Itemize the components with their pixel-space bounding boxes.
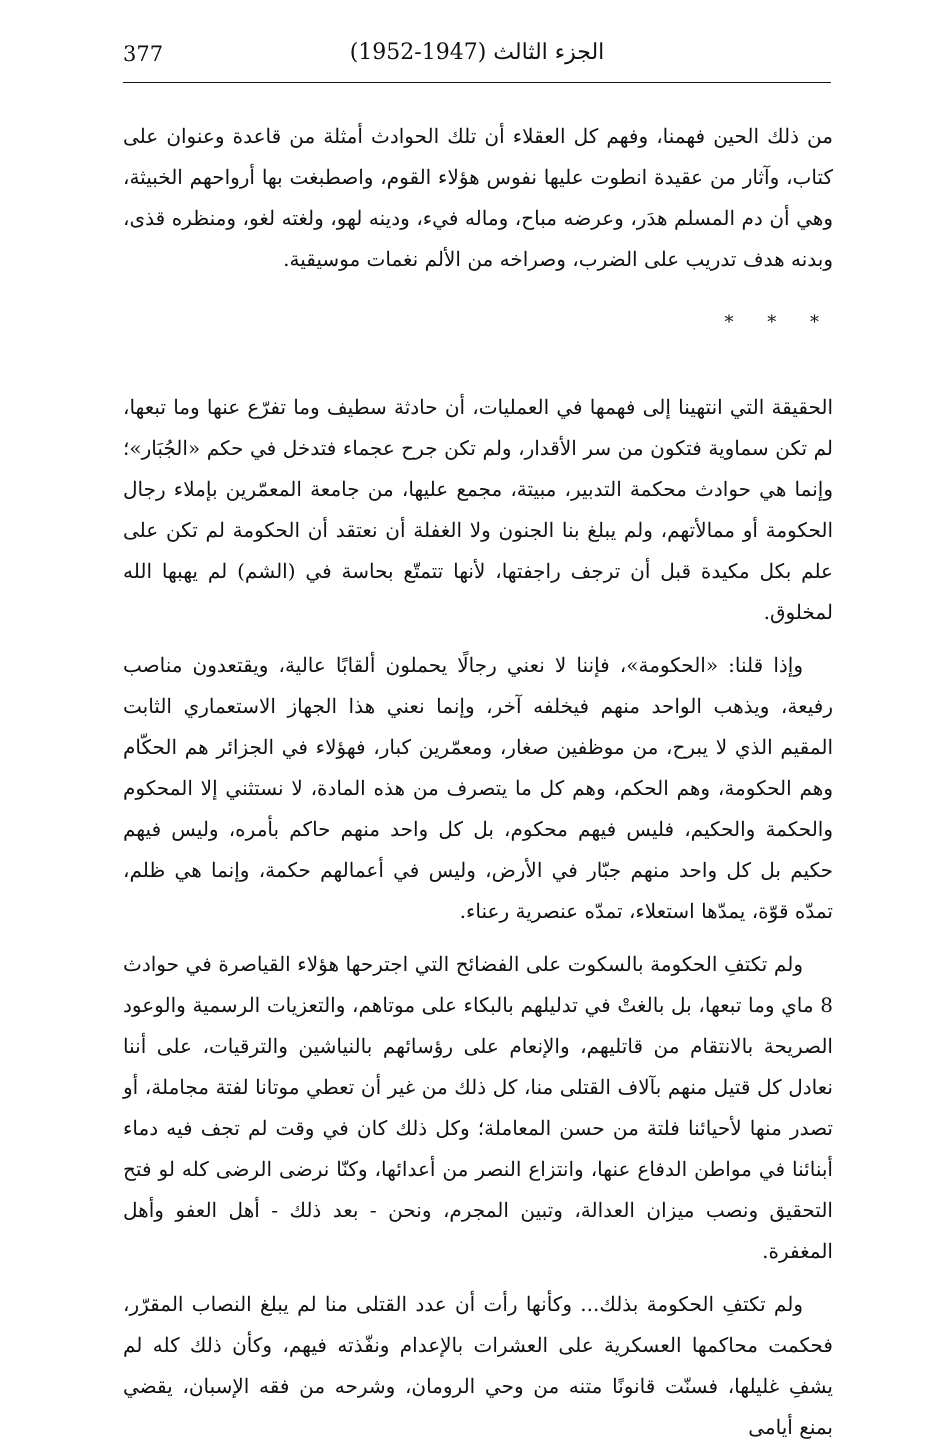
- page-header: [123, 40, 831, 83]
- paragraph-3: وإذا قلنا: «الحكومة»، فإننا لا نعني رجالًا يحملون ألقابًا عالية، ويقتعدون مناصب رفيعة، ويذهب الواحد منهم فيخلفه آخر، وإنما نعني هذا الجهاز الاستعماري الثابت المقيم الذي لا يبرح، من موظفين صغار، ومعمّرين كبار، فهؤلاء في الجزائر هم الحكّام وهم الحكومة، وهم الحكم، وهم كل ما يتصرف من هذه المادة، لا نستثني إلا المحكوم والحكمة والحكيم، فليس فيهم محكوم، بل كل واحد منهم حاكم بأمره، وليس فيهم حكيم بل كل واحد منهم جبّار في الأرض، وليس في أعمالهم حكمة، وإنما هي ظلم، تمدّه قوّة، يمدّها استعلاء، تمدّه عنصرية رعناء.: [123, 653, 833, 923]
- paragraph-1: من ذلك الحين فهمنا، وفهم كل العقلاء أن تلك الحوادث أمثلة من قاعدة وعنوان على كتاب، وآثار من عقيدة انطوت عليها نفوس هؤلاء القوم، واصطبغت بها أرواحهم الخبيثة، وهي أن دم المسلم هدَر، وعرضه مباح، وماله فيء، ودينه لهو، ولغته لغو، ومنظره قذى، وبدنه هدف تدريب على الضرب، وصراخه من الألم نغمات موسيقية.: [123, 124, 833, 271]
- page-body: [123, 116, 833, 1448]
- running-title: الجزء الثالث (1947-1952): [349, 40, 605, 65]
- paragraph-5: ولم تكتفِ الحكومة بذلك... وكأنها رأت أن عدد القتلى منا لم يبلغ النصاب المقرّر، فحكمت محاكمها العسكرية على العشرات بالإعدام ونفّذته فيهم، وكأن ذلك كله لم يشفِ غليلها، فسنّت قانونًا متنه من وحي الرومان، وشرحه من فقه الإسبان، يقضي بمنع أيامى: [123, 1292, 833, 1439]
- paragraph-2: الحقيقة التي انتهينا إلى فهمها في العمليات، أن حادثة سطيف وما تفرّع عنها وما تبعها، لم تكن سماوية فتكون من سر الأقدار، ولم تكن جرح عجماء فتدخل في حكم «الجُبَار»؛ وإنما هي حوادث محكمة التدبير، مبيتة، مجمع عليها، من جامعة المعمّرين بإملاء رجال الحكومة أو ممالأتهم، ولم يبلغ بنا الجنون ولا الغفلة أن نعتقد أن الحكومة لم تكن على علم بكل مكيدة قبل أن ترجف راجفتها، لأنها تتمتّع بحاسة في (الشم) لم يهبها الله لمخلوق.: [123, 395, 833, 624]
- section-separator: * * *: [724, 312, 833, 333]
- page-number: 377: [123, 42, 164, 66]
- paragraph-4: ولم تكتفِ الحكومة بالسكوت على الفضائح التي اجترحها هؤلاء القياصرة في حوادث 8 ماي وما تبعها، بل بالغتْ في تدليلهم بالبكاء على موتاهم، والتعزيات الرسمية والوعود الصريحة بالانتقام من قاتليهم، والإنعام على رؤسائهم بالنياشين والترقيات، على أننا نعادل كل قتيل منهم بآلاف القتلى منا، كل ذلك من غير أن تعطي موتانا لفتة مجاملة، أو تصدر منها لأحيائنا فلتة من حسن المعاملة؛ وكل ذلك كان في وقت لم تجف فيه دماء أبنائنا في مواطن الدفاع عنها، وانتزاع النصر من أعدائها، وكنّا نرضى الرضى كله لو فتح التحقيق ونصب ميزان العدالة، وتبين المجرم، ونحن - بعد ذلك - أهل العفو وأهل المغفرة.: [123, 952, 833, 1263]
